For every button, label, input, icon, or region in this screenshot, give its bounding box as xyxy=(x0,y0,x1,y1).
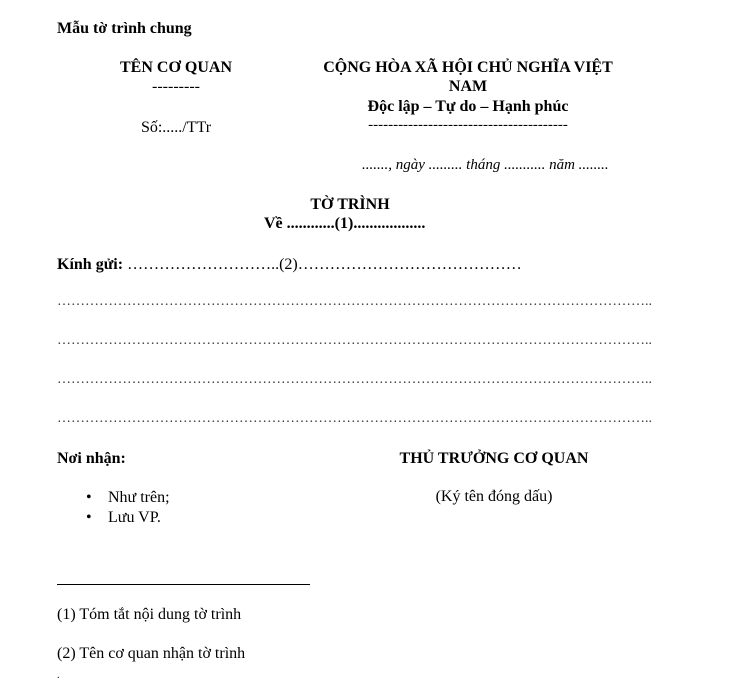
document-number: Số:...../TTr xyxy=(140,119,212,136)
footnote-divider xyxy=(57,584,310,585)
recipient-label: Kính gửi: xyxy=(57,256,124,273)
body-line: ……………………………………………………………………………………………………………….. xyxy=(57,372,652,387)
national-motto-line2: NAM xyxy=(448,78,488,95)
footnote-2: (2) Tên cơ quan nhận tờ trình xyxy=(57,645,246,662)
agency-name: TÊN CƠ QUAN xyxy=(119,59,232,76)
slogan: Độc lập – Tự do – Hạnh phúc xyxy=(367,98,569,115)
recipient-line xyxy=(57,256,522,274)
recipients-label: Nơi nhận: xyxy=(57,450,126,467)
date-line: ......., ngày ......... tháng ........... năm ........ xyxy=(362,157,609,173)
slogan-separator: ---------------------------------------- xyxy=(368,117,568,133)
recipient-value: ………………………..(2)…………………………………… xyxy=(123,256,522,273)
trailing-mark: . xyxy=(57,670,60,681)
footnote-1: (1) Tóm tắt nội dung tờ trình xyxy=(57,606,242,623)
document-subject: Về ............(1).................. xyxy=(264,215,426,232)
bullet-icon: • xyxy=(86,489,92,506)
signature-title: THỦ TRƯỞNG CƠ QUAN xyxy=(399,450,589,467)
body-line: ……………………………………………………………………………………………………………….. xyxy=(57,294,652,309)
body-line: ……………………………………………………………………………………………………………….. xyxy=(57,333,652,348)
list-item: • Như trên; xyxy=(86,489,170,506)
body-line: ……………………………………………………………………………………………………………….. xyxy=(57,411,652,426)
bullet-icon: • xyxy=(86,509,92,526)
signature-note: (Ký tên đóng dấu) xyxy=(435,488,553,505)
recipients-list xyxy=(86,488,170,528)
agency-separator: --------- xyxy=(152,78,200,95)
template-title: Mẫu tờ trình chung xyxy=(57,20,192,37)
list-item: • Lưu VP. xyxy=(86,509,161,526)
document-heading: TỜ TRÌNH xyxy=(310,196,390,213)
national-motto-line1: CỘNG HÒA XÃ HỘI CHỦ NGHĨA VIỆT xyxy=(323,59,613,76)
